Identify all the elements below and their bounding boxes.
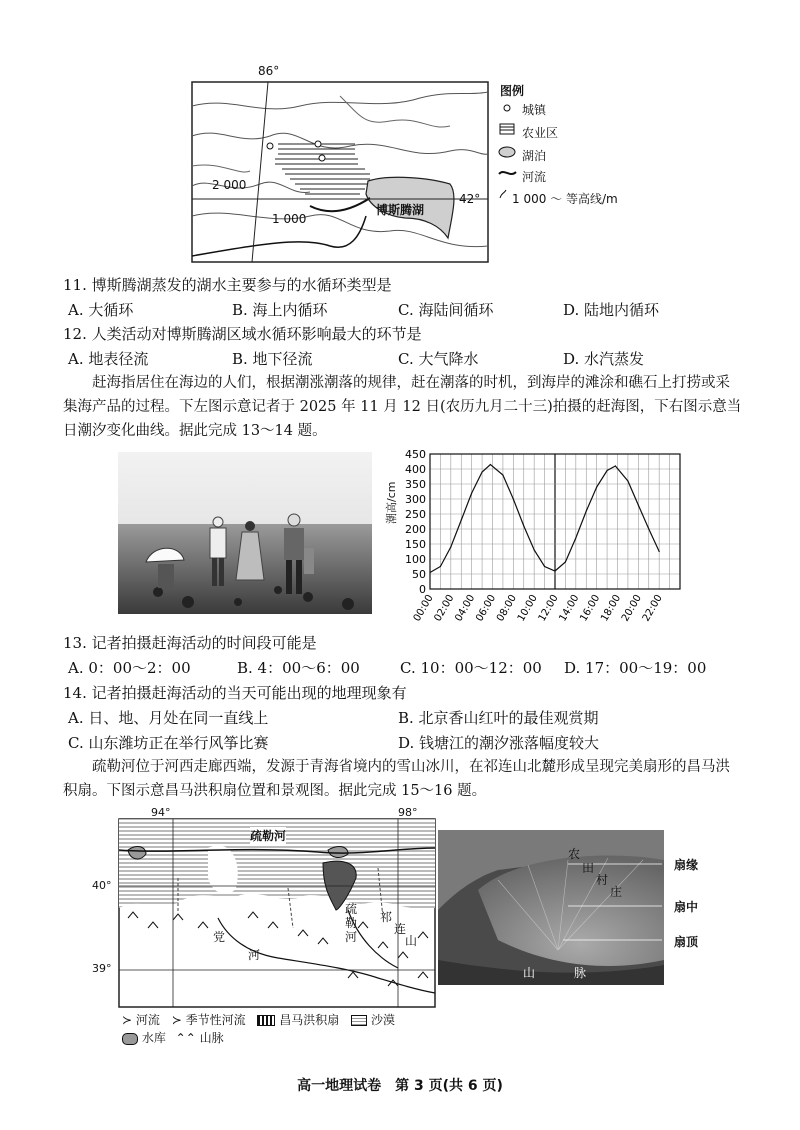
x-tick-label: 02:00 [432,593,457,624]
legend-seasonal-icon: ≻ [171,1013,182,1027]
map2-legend [122,1011,395,1028]
lat-label: 42° [459,192,481,206]
tide-point [461,519,462,520]
tide-point [471,492,472,493]
dang-char-2: 河 [248,948,261,962]
y-tick-label: 250 [405,508,426,521]
tide-point [429,572,430,573]
y-tick-label: 200 [405,523,426,536]
q11-opt-c: C. 海陆间循环 [398,301,494,319]
q11-stem: 11. 博斯腾湖蒸发的湖水主要参与的水循环类型是 [63,276,392,294]
tide-xticks [412,593,665,623]
mountain-char-2: 脉 [574,966,587,980]
tide-grid [430,454,680,589]
fan-photo [438,830,664,985]
qilian-char-1: 祁 [380,910,393,924]
contour-1000: 1 000 [272,212,307,226]
legend-reservoir-label: 水库 [141,1031,166,1045]
map2-legend-row2 [122,1029,224,1046]
x-tick-label: 12:00 [536,593,561,624]
q13-opt-c: C. 10：00～12：00 [400,659,542,677]
mountain-char-1: 山 [523,966,536,980]
y-tick-label: 300 [405,493,426,506]
x-tick-label: 16:00 [578,593,603,624]
q13-opt-a: A. 0：00～2：00 [68,659,191,677]
contour-2000: 2 000 [212,178,247,192]
tide-point [534,549,535,550]
q14-opt-b: B. 北京香山红叶的最佳观赏期 [398,709,599,727]
tide-point [554,570,555,571]
x-tick-label: 14:00 [557,593,582,624]
x-tick-label: 00:00 [411,593,436,624]
lake-label: 博斯腾湖 [376,203,425,217]
q14-opt-d: D. 钱塘江的潮汐涨落幅度较大 [398,734,600,752]
q11-opt-d: D. 陆地内循环 [563,301,660,319]
legend-lake: 湖泊 [522,149,547,163]
intro-13-14: 赶海指居住在海边的人们，根据潮涨潮落的规律，赶在潮落的时机，到海岸的滩涂和礁石上打捞或采集海产品的过程。下左图示意记者于 2025 年 11 月 12 日(农历九月二十三)拍摄的赶海图，下右图示意当日潮汐变化曲线。据此完成 13～14 题。 [63,375,742,439]
dang-char-1: 党 [213,930,226,944]
tide-chart-svg [378,446,688,626]
shule-river-label: 疏勒河 [250,829,287,843]
y-tick-label: 50 [412,568,426,581]
q14-opt-a: A. 日、地、月处在同一直线上 [68,709,269,727]
tide-point [575,537,576,538]
lat-40: 40° [92,879,112,892]
tide-point [648,528,649,529]
tide-ylabel: 潮高/cm [385,481,398,524]
tide-point [596,486,597,487]
legend-fan-swatch [257,1015,275,1026]
legend-river: 河流 [522,170,547,184]
legend-mountain-icon: ⌃⌃ [175,1031,196,1045]
legend-desert-label: 沙漠 [370,1013,395,1027]
callout-fan-edge: 扇缘 [674,858,699,872]
legend-desert-swatch [351,1015,367,1026]
tide-point [450,546,451,547]
farm-char-3: 村 [596,873,609,887]
legend-farm: 农业区 [522,126,559,140]
y-tick-label: 400 [405,463,426,476]
legend-town: 城镇 [522,103,547,117]
q13-opt-d: D. 17：00～19：00 [564,659,707,677]
shule-char-1: 疏 [345,902,358,916]
tide-point [490,464,491,465]
tide-point [481,471,482,472]
q11-opt-b: B. 海上内循环 [232,301,328,319]
tide-point [659,551,660,552]
q13-stem: 13. 记者拍摄赶海活动的时间段可能是 [63,634,317,652]
q13-opt-b: B. 4：00～6：00 [237,659,360,677]
lon-98: 98° [398,806,418,819]
tide-point [615,465,616,466]
tide-point [513,498,514,499]
q12-opt-d: D. 水汽蒸发 [563,350,645,368]
x-tick-label: 04:00 [453,593,478,624]
q14-stem: 14. 记者拍摄赶海活动的当天可能出现的地理现象有 [63,684,407,702]
legend-mountain-label: 山脉 [199,1031,224,1045]
q12-opt-a: A. 地表径流 [68,350,149,368]
x-tick-label: 20:00 [619,593,644,624]
bosten-map-svg [190,66,500,266]
lon-94: 94° [151,806,171,819]
tide-point [586,510,587,511]
q12-stem: 12. 人类活动对博斯腾湖区域水循环影响最大的环节是 [63,325,422,343]
legend-reservoir-icon [122,1033,138,1045]
q12-opt-b: B. 地下径流 [232,350,313,368]
farm-char-4: 庄 [610,885,623,899]
x-tick-label: 08:00 [494,593,519,624]
lon-label: 86° [258,64,280,78]
legend-seasonal-label: 季节性河流 [185,1013,246,1027]
callout-fan-top: 扇顶 [674,935,699,949]
tide-point [627,480,628,481]
x-tick-label: 18:00 [599,593,624,624]
tide-point [544,566,545,567]
qilian-char-2: 连 [394,922,407,936]
y-tick-label: 350 [405,478,426,491]
lat-39: 39° [92,962,112,975]
y-tick-label: 450 [405,448,426,461]
callout-fan-middle: 扇中 [674,900,699,914]
tide-point [606,470,607,471]
page-footer: 高一地理试卷 第 3 页(共 6 页) [297,1078,503,1094]
legend-contour: 1 000 ～ 等高线/m [512,192,618,206]
tide-photo [118,452,372,614]
tide-point [523,525,524,526]
q12-opt-c: C. 大气降水 [398,350,479,368]
shule-char-3: 河 [345,930,358,944]
farm-char-2: 田 [582,861,595,875]
q14-opt-c: C. 山东潍坊正在举行风筝比赛 [68,734,269,752]
tide-point [638,504,639,505]
tide-yticks [405,448,426,596]
x-tick-label: 06:00 [474,593,499,624]
legend-river-label: 河流 [135,1013,160,1027]
y-tick-label: 150 [405,538,426,551]
farm-char-1: 农 [568,847,581,861]
x-tick-label: 22:00 [640,593,665,624]
legend-river-icon: ≻ [122,1013,133,1027]
tide-point [502,474,503,475]
intro-15-16: 疏勒河位于河西走廊西端，发源于青海省境内的雪山冰川，在祁连山北麓形成呈现完美扇形的昌马洪积扇。下图示意昌马洪积扇位置和景观图。据此完成 15～16 题。 [63,759,730,799]
shule-char-2: 勒 [345,916,358,930]
y-tick-label: 100 [405,553,426,566]
y-tick-label: 0 [419,583,426,596]
x-tick-label: 10:00 [515,593,540,624]
shule-vertical [345,902,357,944]
tide-point [565,561,566,562]
qilian-char-3: 山 [405,934,418,948]
q11-opt-a: A. 大循环 [68,301,134,319]
legend-title: 图例 [500,84,525,98]
tide-point [440,566,441,567]
legend-fan-label: 昌马洪积扇 [279,1013,340,1027]
